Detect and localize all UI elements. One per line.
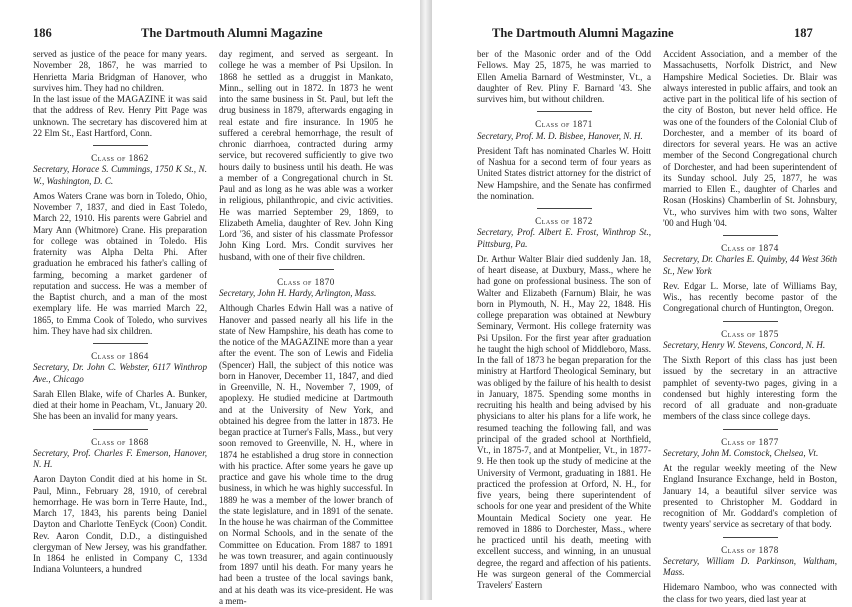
class-heading: Class of 1868 — [91, 436, 149, 447]
secretary-line: Secretary, Dr. John C. Webster, 6117 Winthrop Ave., Chicago — [33, 362, 207, 384]
secretary-line: Secretary, Henry W. Stevens, Concord, N. H. — [663, 339, 826, 350]
text-column — [219, 49, 393, 607]
class-heading: Class of 1871 — [535, 119, 593, 130]
text-column — [477, 49, 651, 591]
section-divider — [537, 208, 592, 209]
secretary-line: Secretary, Horace S. Cummings, 1750 K St., N. W., Washington, D. C. — [33, 164, 207, 186]
text-column — [663, 49, 837, 605]
secretary-line: Secretary, Prof. Charles F. Emerson, Hanover, N. H. — [33, 447, 207, 469]
paragraph: served as justice of the peace for many years. November 28, 1867, he was married to Henrietta Maria Bridgman of Hanover, who survives him. They had no children. — [33, 49, 207, 93]
section-divider — [93, 145, 148, 146]
paragraph: In the last issue of the MAGAZINE it was said that the address of Rev. Henry Pitt Page was unknown. The secretary has discovered him at 22 Elm St., East Hartford, Conn. — [33, 94, 207, 138]
class-heading: Class of 1870 — [277, 276, 335, 287]
paragraph: Dr. Arthur Walter Blair died suddenly Jan. 18, of heart disease, at Duxbury, Mass., where he had gone on professional business. The son of Walter and Elizabeth (Farnum) Blair, he was born in Plymouth, N. H., May 22, 1848. His college preparation was obtained at Newbury Seminary, Vermont. His college fraternity was Psi Upsilon. For the first year after graduation he taught the high school of Middleboro, Mass. In the fall of 1873 he began preparation for the ministry at Hartford Theological Seminary, but was obliged by the failure of his health to desist in January, 1875. Spending some months in recruiting his health and being advised by his physicians to alter his plans for a life work, he resumed teaching the following fall, and was principal of the graded school at Northfield, Vt., in 1875-7, and at Montpelier, Vt., in 1877-9. He then took up the study of medicine at the University of Vermont, graduating in 1881. He practiced the profession at Orford, N. H., for five years, being there superintendent of schools for one year and president of the White Mountain Medical Society one year. He removed in 1886 to Dorchester, Mass., where he practiced until his death, meeting with excellent success, and winning, in an unusual degree, the regard and affection of his patients. He was surgeon general of the Commercial Travelers' Eastern — [477, 253, 652, 590]
paragraph: Rev. Edgar L. Morse, late of Williams Bay, Wis., has recently become pastor of the Congregational church of Huntington, Oregon. — [663, 280, 837, 314]
paragraph: Sarah Ellen Blake, wife of Charles A. Bunker, died at their home in Peacham, Vt., January 20. She has been an invalid for many years. — [33, 388, 207, 422]
section-divider — [723, 429, 778, 430]
paragraph: Accident Association, and a member of the Massachusetts, Norfolk District, and New Hampshire Medical Societies. Dr. Blair was always interested in public affairs, and took an active part in the political life of his section of the city of Boston, but never held office. He was one of the founders of the Colonial Club of Dorchester, and a member of its board of directors for several years. He was an active member of the Second Congregational church of Dorchester, and had been superintendent of its Sunday school. July 25, 1877, he was married to Ellen E., daughter of Charles and Rosan (Hoskins) Chamberlin of St. Johnsbury, Vt., who survives him with two sons, Walter '00 and Hugh '04. — [663, 49, 837, 228]
secretary-line: Secretary, William D. Parkinson, Waltham, Mass. — [663, 555, 837, 577]
paragraph: At the regular weekly meeting of the New England Insurance Exchange, held in Boston, January 14, a beautiful silver service was presented to Christopher M. Goddard in recognition of Mr. Goddard's completion of twenty years' service as secretary of that body. — [663, 463, 837, 530]
running-title: The Dartmouth Alumni Magazine — [492, 26, 674, 40]
class-heading: Class of 1875 — [721, 328, 779, 339]
class-heading: Class of 1878 — [721, 544, 779, 555]
class-heading: Class of 1877 — [721, 436, 779, 447]
paragraph: Although Charles Edwin Hall was a native of Hanover and passed nearly all his life in the state of New Hampshire, his death has come to the notice of the MAGAZINE more than a year after the event. The son of Lewis and Fidelia (Spencer) Hall, the subject of this notice was born in Hanover, December 11, 1847, and died in Greenville, N. H., November 7, 1909, of apoplexy. He studied medicine at Dartmouth and at the University of New York, and obtained his degree from the latter in 1873. He began practice at Turner's Falls, Mass., but very soon removed to Greenville, N. H., where in 1874 he established a drug store in connection with his practice. After some years he gave up practice and gave his whole time to the drug business, in which he was highly successful. In 1889 he was a member of the lower branch of the state legislature, and in 1891 of the senate. In the house he was chairman of the Committee on Normal Schools, and in the senate of the Committee on Education. From 1887 to 1891 he was town treasurer, and again continuously from 1897 until his death. For many years he had been a trustee of the local savings bank, and at his death was its vice-president. He was a mem- — [219, 303, 393, 606]
section-divider — [537, 111, 592, 112]
section-divider — [93, 429, 148, 430]
running-title: The Dartmouth Alumni Magazine — [141, 26, 323, 40]
class-heading: Class of 1872 — [535, 216, 593, 226]
text-column — [33, 49, 207, 576]
secretary-line: Secretary, Dr. Charles E. Quimby, 44 West 36th St., New York — [663, 254, 837, 276]
secretary-line: Secretary, John H. Hardy, Arlington, Mass. — [219, 288, 377, 298]
paragraph: Hidemaro Namboo, who was connected with the class for two years, died last year at — [663, 582, 837, 604]
paragraph: day regiment, and served as sergeant. In college he was a member of Psi Upsilon. In 1868 he settled as a druggist in Mankato, Minn., selling out in 1872. In 1873 he went into the same business in St. Paul, but left the drug business in 1879, afterwards engaging in real estate and fire insurance. In 1905 he suffered a cerebral hemorrhage, the result of chronic diarrhoea, contracted during army service, but recovered sufficiently to give two hours daily to business until his death. He was a member of a Congregational church in St. Paul and as long as he was able was a worker in religious, philanthropic, and civic activities. He was married September 29, 1869, to Elizabeth Amelia, daughter of Rev. John King Lord '36, and sister of his classmate Professor John King Lord. Mrs. Condit survives her husband, with one of their five children. — [219, 49, 393, 262]
page-number: 186 — [33, 26, 52, 40]
class-heading: Class of 1864 — [91, 351, 149, 361]
section-divider — [723, 537, 778, 538]
paragraph: President Taft has nominated Charles W. Hoitt of Nashua for a second term of four years as United States district attorney for the district of New Hampshire, and the Senate has confirmed the nomination. — [477, 145, 651, 201]
paragraph: Aaron Dayton Condit died at his home in St. Paul, Minn., February 28, 1910, of cerebral hemorrhage. He was born in Terre Haute, Ind., March 17, 1843, his parents being Daniel Dayton and Charlotte TenEyck (Coon) Condit. Rev. Aaron Condit, D.D., a distinguished clergyman of New Jersey, was his grandfather. In 1864 he enlisted in Company C, 133d Indiana Volunteers, a hundred — [33, 474, 207, 575]
section-divider — [723, 235, 778, 236]
paragraph: ber of the Masonic order and of the Odd Fellows. May 25, 1875, he was married to Ellen Amelia Barnard of Westminster, Vt., a daughter of Rev. Pliny F. Barnard '43. She survives him, but without children. — [477, 49, 651, 104]
left-page — [0, 0, 420, 606]
secretary-line: Secretary, Prof. M. D. Bisbee, Hanover, N. H. — [477, 130, 643, 141]
paragraph: The Sixth Report of this class has just been issued by the secretary in an attractive pamphlet of seventy-two pages, giving in a condensed but highly interesting form the record of all graduate and non-graduate members of the class since college days. — [663, 355, 837, 422]
right-page — [432, 0, 852, 604]
secretary-line: Secretary, Prof. Albert E. Frost, Winthrop St., Pittsburg, Pa. — [477, 227, 651, 249]
class-heading: Class of 1874 — [721, 243, 779, 253]
secretary-line: Secretary, John M. Comstock, Chelsea, Vt. — [663, 447, 819, 458]
paragraph: Amos Waters Crane was born in Toledo, Ohio, November 7, 1837, and died in East Toledo, March 22, 1910. His parents were Gabriel and Mary Ann (Whitmore) Crane. His preparation for college was obtained in Toledo. His fraternity was Alpha Delta Phi. After graduation he embraced his father's calling of farming, becoming a market gardener of reputation and success. He was a member of the Baptist church, and a man of the most exemplary life. He was married March 22, 1865, to Emma Cook of Toledo, who survives him. They have had six children. — [33, 190, 207, 336]
page-number: 187 — [794, 26, 813, 40]
section-divider — [93, 343, 148, 344]
section-divider — [723, 321, 778, 322]
book-gutter — [420, 0, 432, 600]
class-heading: Class of 1862 — [91, 153, 149, 163]
section-divider — [279, 269, 334, 270]
